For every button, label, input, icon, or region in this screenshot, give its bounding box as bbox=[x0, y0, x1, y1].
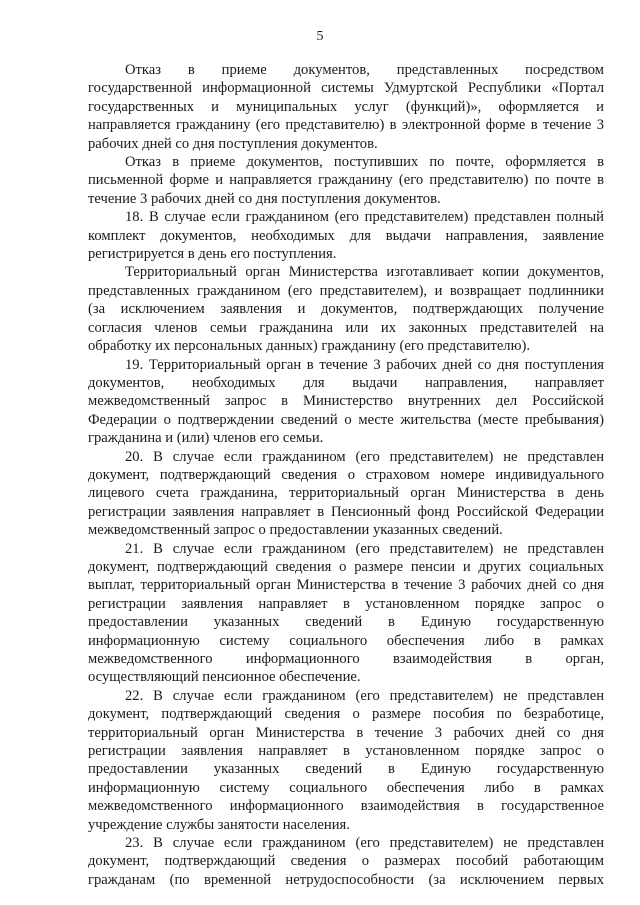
text-line: Территориальный орган Министерства изготавливает копии документов, bbox=[125, 264, 604, 281]
text-line: лицевого счета гражданина, территориальный орган Министерства в день bbox=[88, 485, 604, 502]
text-line: регистрации заявления направляет в Пенсионный фонд Российской Федерации bbox=[88, 503, 604, 520]
text-line: документов, необходимых для выдачи направления, направляет bbox=[88, 374, 604, 391]
text-line: 19. Территориальный орган в течение 3 рабочих дней со дня поступления bbox=[125, 356, 604, 373]
paragraph bbox=[88, 61, 604, 153]
text-line: представленных гражданином (его представителем), и возвращает подлинники bbox=[88, 282, 604, 299]
text-line: обработку их персональных данных) гражданину (его представителю). bbox=[88, 338, 530, 355]
text-line: межведомственного информационного взаимодействия в орган, bbox=[88, 651, 604, 667]
text-line: согласия членов семьи гражданина или их законных представителей на bbox=[88, 319, 604, 336]
text-line: информационную систему социального обеспечения либо в рамках bbox=[88, 779, 604, 796]
text-line: документ, подтверждающий сведения о размере пособия по безработице, bbox=[88, 706, 604, 723]
text-line: регистрации заявления направляет в установленном порядке запрос о bbox=[88, 595, 604, 612]
text-line: информационную систему социального обеспечения либо в рамках bbox=[88, 632, 604, 649]
text-line: 23. В случае если гражданином (его представителем) не представлен bbox=[125, 835, 604, 852]
text-line: осуществляющий пенсионное обеспечение. bbox=[88, 669, 361, 686]
paragraph bbox=[88, 687, 604, 834]
text-line: территориальный орган Министерства в течение 3 рабочих дней со дня bbox=[88, 724, 604, 741]
paragraph bbox=[88, 834, 604, 889]
text-line: предоставлении указанных сведений в Единую государственную bbox=[88, 761, 604, 778]
text-line: письменной форме и направляется гражданину (его представителю) по почте в bbox=[88, 172, 604, 189]
paragraph bbox=[88, 540, 604, 687]
document-body bbox=[88, 61, 604, 889]
text-line: межведомственный запрос о предоставлении указанных сведений. bbox=[88, 522, 503, 539]
text-line: Федерации о подтверждении сведений о месте жительства (месте пребывания) bbox=[88, 411, 604, 428]
text-line: 22. В случае если гражданином (его представителем) не представлен bbox=[125, 687, 604, 704]
page-number: 5 bbox=[316, 29, 324, 44]
text-line: гражданина и (или) членов его семьи. bbox=[88, 430, 324, 447]
text-line: комплект документов, необходимых для выдачи направления, заявление bbox=[88, 227, 604, 244]
text-line: документ, подтверждающий сведения о размере пенсии и других социальных bbox=[88, 558, 604, 575]
text-line: 20. В случае если гражданином (его представителем) не представлен bbox=[125, 448, 604, 465]
paragraph bbox=[88, 153, 604, 208]
text-line: предоставлении указанных сведений в Единую государственную bbox=[88, 614, 604, 631]
paragraph bbox=[88, 208, 604, 263]
text-line: рабочих дней со дня поступления документов. bbox=[88, 135, 378, 152]
text-line: 18. В случае если гражданином (его представителем) представлен полный bbox=[125, 209, 604, 226]
text-line: межведомственный запрос в Министерство внутренних дел Российской bbox=[88, 393, 604, 410]
text-line: документ, подтверждающий сведения о размерах пособий работающим bbox=[88, 853, 604, 870]
text-line: государственной информационной системы Удмуртской Республики «Портал bbox=[88, 80, 604, 97]
text-line: Отказ в приеме документов, поступивших по почте, оформляется в bbox=[125, 154, 604, 171]
text-line: регистрации заявления направляет в установленном порядке запрос о bbox=[88, 743, 604, 760]
text-line: документ, подтверждающий сведения о страховом номере индивидуального bbox=[88, 466, 604, 483]
text-line: межведомственного информационного взаимодействия в государственное bbox=[88, 798, 604, 815]
text-line: государственных и муниципальных услуг (функций)», оформляется и bbox=[88, 98, 604, 115]
paragraph bbox=[88, 263, 604, 355]
text-line: течение 3 рабочих дней со дня поступления документов. bbox=[88, 190, 441, 207]
text-line: 21. В случае если гражданином (его представителем) не представлен bbox=[125, 540, 604, 557]
text-line: гражданам (по временной нетрудоспособности (за исключением первых bbox=[88, 871, 604, 888]
text-line: регистрируется в день его поступления. bbox=[88, 246, 337, 263]
text-line: выплат, территориальный орган Министерства в течение 3 рабочих дней со дня bbox=[88, 577, 604, 594]
paragraph bbox=[88, 356, 604, 448]
text-line: направляется гражданину (его представителю) в электронной форме в течение 3 bbox=[88, 117, 604, 134]
text-line: Отказ в приеме документов, представленных посредством bbox=[125, 62, 604, 78]
text-line: (за исключением заявления и документов, подтверждающих получение bbox=[88, 301, 604, 318]
text-line: учреждение службы занятости населения. bbox=[88, 816, 350, 833]
paragraph bbox=[88, 448, 604, 540]
